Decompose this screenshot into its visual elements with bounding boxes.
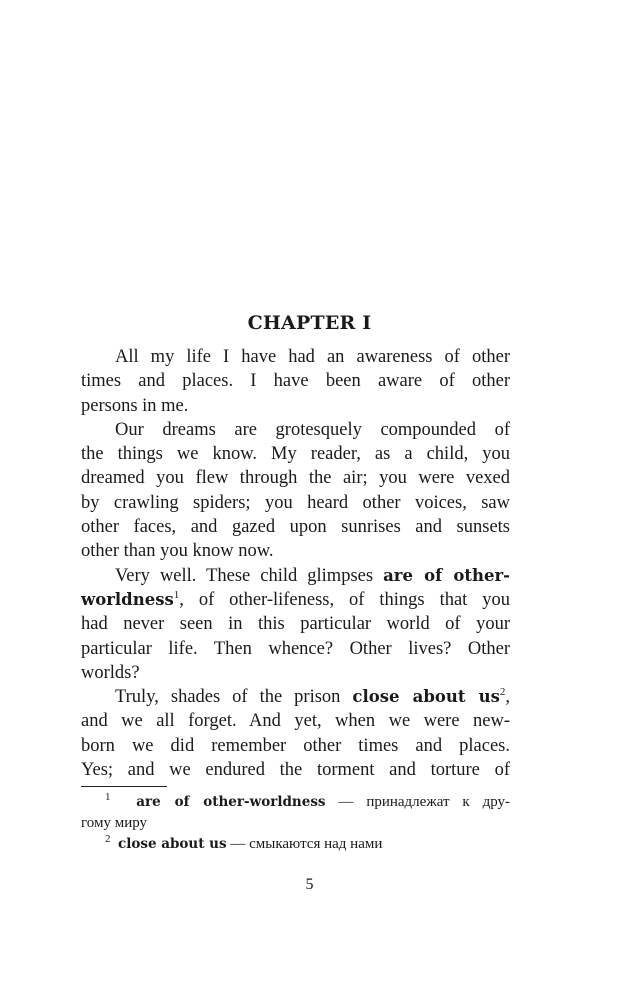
footnote-ref: 2 <box>499 686 506 698</box>
text-line: had never seen in this particular world of your <box>81 614 510 635</box>
text-segment: Very well. These child glimpses <box>115 565 384 586</box>
text-line: worlds? <box>81 662 140 683</box>
footnote-number: 2 <box>105 833 111 845</box>
text-line: and we all forget. And yet, when we were new- <box>81 711 510 732</box>
text-line: born we did remember other times and places. <box>81 735 510 756</box>
footnote-dash: — <box>226 836 250 852</box>
text-line <box>81 685 510 709</box>
footnote-translation: принадлежат к дру- <box>366 794 511 810</box>
footnote-number: 1 <box>105 791 111 803</box>
footnote-dash: — <box>325 794 367 810</box>
text-line: All my life I have had an awareness of other <box>115 347 510 367</box>
text-segment: , <box>505 687 510 708</box>
footnote-translation: смыкаются над нами <box>249 836 383 852</box>
footnote-1-continued: гому миру <box>81 815 148 831</box>
chapter-title: CHAPTER I <box>247 312 372 334</box>
body-text <box>81 345 510 782</box>
footnote-2 <box>81 834 510 855</box>
text-line: Yes; and we endured the torment and torture of <box>81 760 510 781</box>
footnotes <box>81 792 510 855</box>
text-line: persons in me. <box>81 395 189 416</box>
text-line <box>81 564 510 588</box>
footnote-term: close about us <box>118 836 227 852</box>
page-number: 5 <box>305 876 314 893</box>
footnote-divider <box>81 786 167 787</box>
footnote-ref: 1 <box>173 588 180 601</box>
glossed-phrase: close about us <box>352 687 500 707</box>
text-segment: Truly, shades of the prison <box>115 687 353 708</box>
text-line: times and places. I have been aware of other <box>81 371 510 392</box>
glossed-phrase: are of other- <box>383 565 510 585</box>
text-line: other faces, and gazed upon sunrises and sunsets <box>81 517 510 538</box>
text-line: dreamed you flew through the air; you were vexed <box>81 468 510 489</box>
glossed-phrase: worldness <box>81 589 174 609</box>
footnote-1 <box>81 792 510 813</box>
text-segment: , of other-lifeness, of things that you <box>179 589 510 610</box>
footnote-term: are of other-worldness <box>136 794 326 810</box>
text-line: other than you know now. <box>81 541 274 562</box>
text-line: by crawling spiders; you heard other voices, saw <box>81 492 510 513</box>
text-line <box>81 588 510 612</box>
text-line: the things we know. My reader, as a child, you <box>81 444 510 465</box>
text-line: particular life. Then whence? Other lives? Other <box>81 638 510 659</box>
text-line: Our dreams are grotesquely compounded of <box>115 419 510 440</box>
